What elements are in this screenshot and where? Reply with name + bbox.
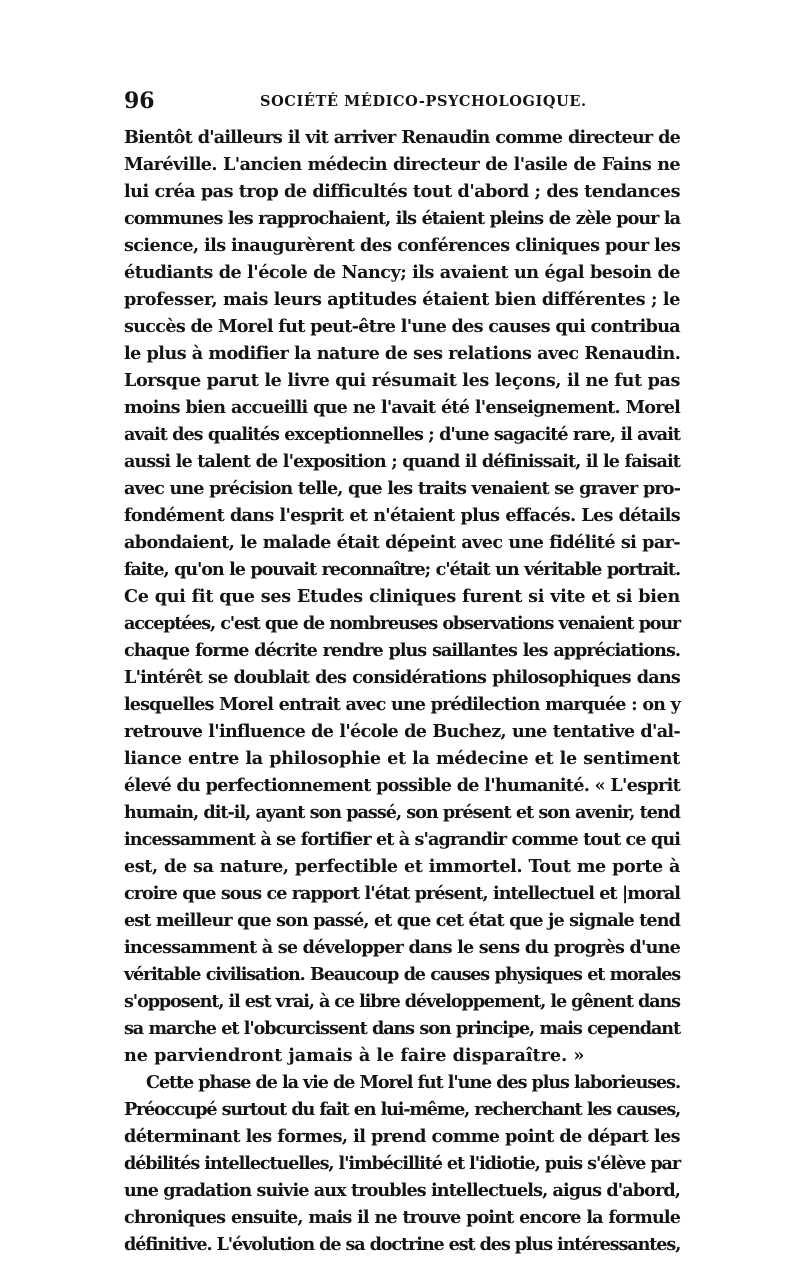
text-line: chaque forme décrite rendre plus saillantes les appréciations. [124, 640, 680, 661]
text-line: Bientôt d'ailleurs il vit arriver Renaudin comme directeur de [124, 127, 680, 148]
text-line: est meilleur que son passé, et que cet état que je signale tend [124, 910, 680, 931]
text-line: humain, dit-il, ayant son passé, son présent et son avenir, tend [124, 802, 680, 823]
text-line: moins bien accueilli que ne l'avait été l'enseignement. Morel [124, 397, 680, 418]
text-line: communes les rapprochaient, ils étaient pleins de zèle pour la [124, 208, 680, 229]
text-line: une gradation suivie aux troubles intellectuels, aigus d'abord, [124, 1180, 680, 1201]
text-line: acceptées, c'est que de nombreuses observations venaient pour [124, 613, 680, 634]
text-line: professer, mais leurs aptitudes étaient bien différentes ; le [124, 289, 680, 310]
text-line: faite, qu'on le pouvait reconnaître; c'était un véritable portrait. [124, 559, 680, 580]
text-line: Lorsque parut le livre qui résumait les leçons, il ne fut pas [124, 370, 680, 391]
paragraph-1 [124, 124, 680, 1069]
text-line: lui créa pas trop de difficultés tout d'abord ; des tendances [124, 181, 680, 202]
text-line: est, de sa nature, perfectible et immortel. Tout me porte à [124, 856, 680, 877]
text-line: débilités intellectuelles, l'imbécillité et l'idiotie, puis s'élève par [124, 1153, 680, 1174]
text-line: fondément dans l'esprit et n'étaient plus effacés. Les détails [124, 505, 680, 526]
text-line: Préoccupé surtout du fait en lui-même, recherchant les causes, [124, 1099, 680, 1120]
text-line: le plus à modifier la nature de ses relations avec Renaudin. [124, 343, 681, 364]
text-line: aussi le talent de l'exposition ; quand il définissait, il le faisait [124, 451, 680, 472]
text-line: incessamment à se développer dans le sens du progrès d'une [124, 937, 680, 958]
text-line: retrouve l'influence de l'école de Buchez, une tentative d'al- [124, 721, 680, 742]
text-line: incessamment à se fortifier et à s'agrandir comme tout ce qui [124, 829, 680, 850]
text-line: lesquelles Morel entrait avec une prédilection marquée : on y [124, 694, 680, 715]
text-line: s'opposent, il est vrai, à ce libre développement, le gênent dans [124, 991, 680, 1012]
text-line: élevé du perfectionnement possible de l'humanité. « L'esprit [124, 775, 680, 796]
text-line: succès de Morel fut peut-être l'une des causes qui contribua [124, 316, 680, 337]
running-head: SOCIÉTÉ MÉDICO-PSYCHOLOGIQUE. [260, 93, 587, 110]
paragraph-2 [124, 1069, 680, 1258]
text-line: avec une précision telle, que les traits venaient se graver pro- [124, 478, 680, 499]
text-line: abondaient, le malade était dépeint avec une fidélité si par- [124, 532, 680, 553]
text-line: Cette phase de la vie de Morel fut l'une des plus laborieuses. [146, 1072, 680, 1093]
body-text [124, 124, 680, 1258]
page-header [124, 86, 680, 116]
text-line: ne parviendront jamais à le faire disparaître. » [124, 1045, 585, 1066]
text-line: déterminant les formes, il prend comme point de départ les [124, 1126, 680, 1147]
text-line: véritable civilisation. Beaucoup de causes physiques et morales [124, 964, 680, 985]
text-line: L'intérêt se doublait des considérations philosophiques dans [124, 667, 680, 688]
text-line: croire que sous ce rapport l'état présent, intellectuel et |moral [124, 883, 680, 904]
text-line: chroniques ensuite, mais il ne trouve point encore la formule [124, 1207, 680, 1228]
text-line: sa marche et l'obcurcissent dans son principe, mais cependant [124, 1018, 680, 1039]
text-line: définitive. L'évolution de sa doctrine est des plus intéressantes, [124, 1234, 681, 1255]
text-line: étudiants de l'école de Nancy; ils avaient un égal besoin de [124, 262, 680, 283]
text-line: Ce qui fit que ses Etudes cliniques furent si vite et si bien [124, 586, 680, 607]
page-number: 96 [124, 88, 155, 114]
text-line: liance entre la philosophie et la médecine et le sentiment [124, 748, 680, 769]
text-line: Maréville. L'ancien médecin directeur de l'asile de Fains ne [124, 154, 680, 175]
text-line: science, ils inaugurèrent des conférences cliniques pour les [124, 235, 681, 256]
text-line: avait des qualités exceptionnelles ; d'une sagacité rare, il avait [124, 424, 680, 445]
